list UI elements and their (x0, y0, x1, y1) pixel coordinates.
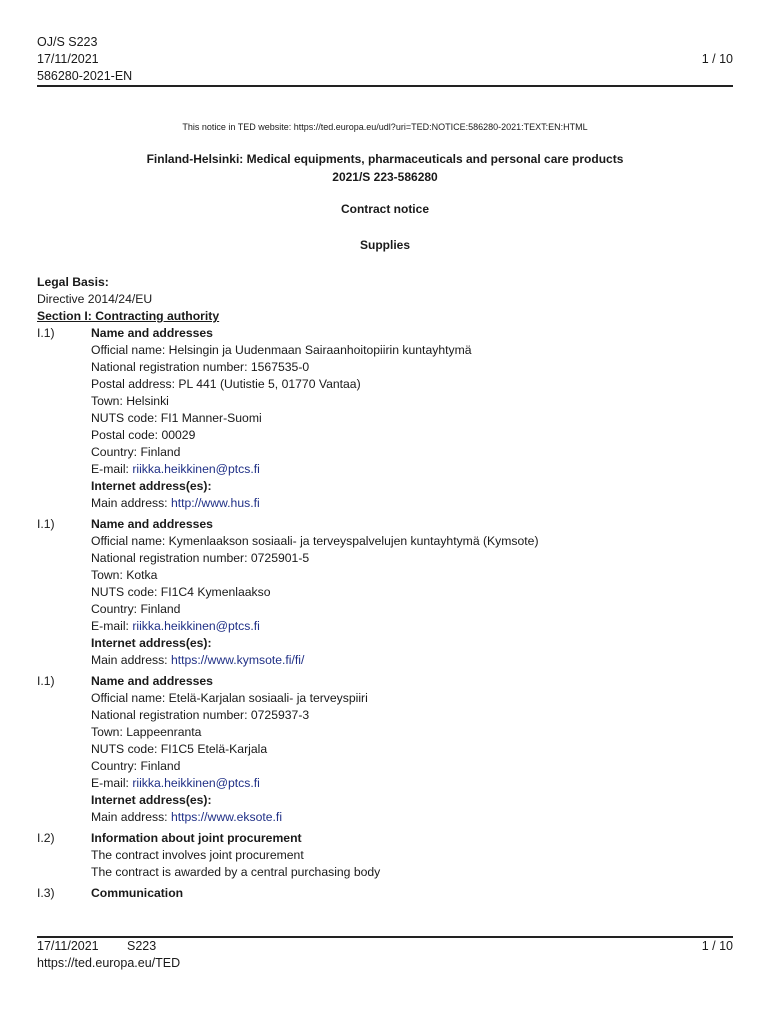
main-address-label: Main address: (91, 496, 171, 510)
notice-id: 586280-2021-EN (37, 69, 133, 83)
legal-basis-label: Legal Basis: (37, 275, 109, 289)
page-header (37, 34, 733, 85)
notice-body (37, 274, 733, 902)
registration-number: National registration number: 1567535-0 (91, 360, 310, 374)
email-link[interactable]: riikka.heikkinen@ptcs.fi (132, 462, 260, 476)
email-label: E-mail: (91, 619, 133, 633)
subsection-heading: Name and addresses (91, 674, 213, 688)
country: Country: Finland (91, 445, 181, 459)
email-row (91, 775, 733, 792)
notice-type: Contract notice (340, 202, 429, 216)
section-number: I.3) (37, 886, 55, 900)
legal-basis-value: Directive 2014/24/EU (37, 292, 153, 306)
footer-page-number: 1 / 10 (701, 939, 733, 953)
postal-address: Postal address: PL 441 (Uutistie 5, 01770 Vantaa) (91, 377, 361, 391)
registration-number: National registration number: 0725937-3 (91, 708, 310, 722)
ted-website-line: This notice in TED website: https://ted.europa.eu/udl?uri=TED:NOTICE:586280-2021:TEXT:EN:HTML (182, 122, 588, 132)
main-address-row (91, 652, 733, 669)
contract-type: Supplies (359, 238, 410, 252)
joint-procurement-line: The contract involves joint procurement (91, 848, 304, 862)
journal-reference: OJ/S S223 (37, 35, 98, 49)
main-address-label: Main address: (91, 653, 171, 667)
internet-addresses-label: Internet address(es): (91, 793, 212, 807)
email-row (91, 618, 733, 635)
nuts-code: NUTS code: FI1C4 Kymenlaakso (91, 585, 271, 599)
main-address-row (91, 495, 733, 512)
official-name: Official name: Etelä-Karjalan sosiaali- ja terveyspiiri (91, 691, 368, 705)
communication-block (37, 885, 733, 902)
main-address-row (91, 809, 733, 826)
central-purchasing-line: The contract is awarded by a central purchasing body (91, 865, 381, 879)
authority-block (37, 673, 733, 826)
country: Country: Finland (91, 759, 181, 773)
header-date: 17/11/2021 (37, 52, 99, 66)
joint-procurement-block (37, 830, 733, 881)
email-row (91, 461, 733, 478)
header-page-number: 1 / 10 (701, 52, 733, 66)
email-label: E-mail: (91, 776, 133, 790)
email-label: E-mail: (91, 462, 133, 476)
email-link[interactable]: riikka.heikkinen@ptcs.fi (132, 619, 260, 633)
notice-title: Finland-Helsinki: Medical equipments, pharmaceuticals and personal care products (146, 152, 624, 166)
main-address-link[interactable]: http://www.hus.fi (170, 496, 260, 510)
main-address-label: Main address: (91, 810, 171, 824)
official-name: Official name: Helsingin ja Uudenmaan Sairaanhoitopiirin kuntayhtymä (91, 343, 472, 357)
section-number: I.1) (37, 674, 55, 688)
country: Country: Finland (91, 602, 181, 616)
nuts-code: NUTS code: FI1 Manner-Suomi (91, 411, 262, 425)
notice-number: 2021/S 223-586280 (332, 170, 438, 184)
section-number: I.1) (37, 326, 55, 340)
town: Town: Helsinki (91, 394, 169, 408)
internet-addresses-label: Internet address(es): (91, 479, 212, 493)
subsection-heading: Information about joint procurement (91, 831, 302, 845)
authority-block (37, 325, 733, 512)
nuts-code: NUTS code: FI1C5 Etelä-Karjala (91, 742, 268, 756)
registration-number: National registration number: 0725901-5 (91, 551, 310, 565)
main-address-link[interactable]: https://www.kymsote.fi/fi/ (170, 653, 305, 667)
section-number: I.1) (37, 517, 55, 531)
internet-addresses-label: Internet address(es): (91, 636, 212, 650)
footer-date: 17/11/2021 (37, 939, 99, 953)
main-address-link[interactable]: https://www.eksote.fi (170, 810, 283, 824)
email-link[interactable]: riikka.heikkinen@ptcs.fi (132, 776, 260, 790)
page-footer (37, 938, 733, 972)
section-number: I.2) (37, 831, 55, 845)
official-name: Official name: Kymenlaakson sosiaali- ja terveyspalvelujen kuntayhtymä (Kymsote) (91, 534, 539, 548)
subsection-heading: Name and addresses (91, 517, 213, 531)
footer-journal: S223 (127, 939, 157, 953)
section-heading: Section I: Contracting authority (37, 309, 220, 323)
authority-block (37, 516, 733, 669)
subsection-heading: Name and addresses (91, 326, 213, 340)
subsection-heading: Communication (91, 886, 184, 900)
footer-url: https://ted.europa.eu/TED (37, 956, 181, 970)
town: Town: Kotka (91, 568, 158, 582)
postal-code: Postal code: 00029 (91, 428, 196, 442)
town: Town: Lappeenranta (91, 725, 202, 739)
header-divider (37, 85, 733, 87)
